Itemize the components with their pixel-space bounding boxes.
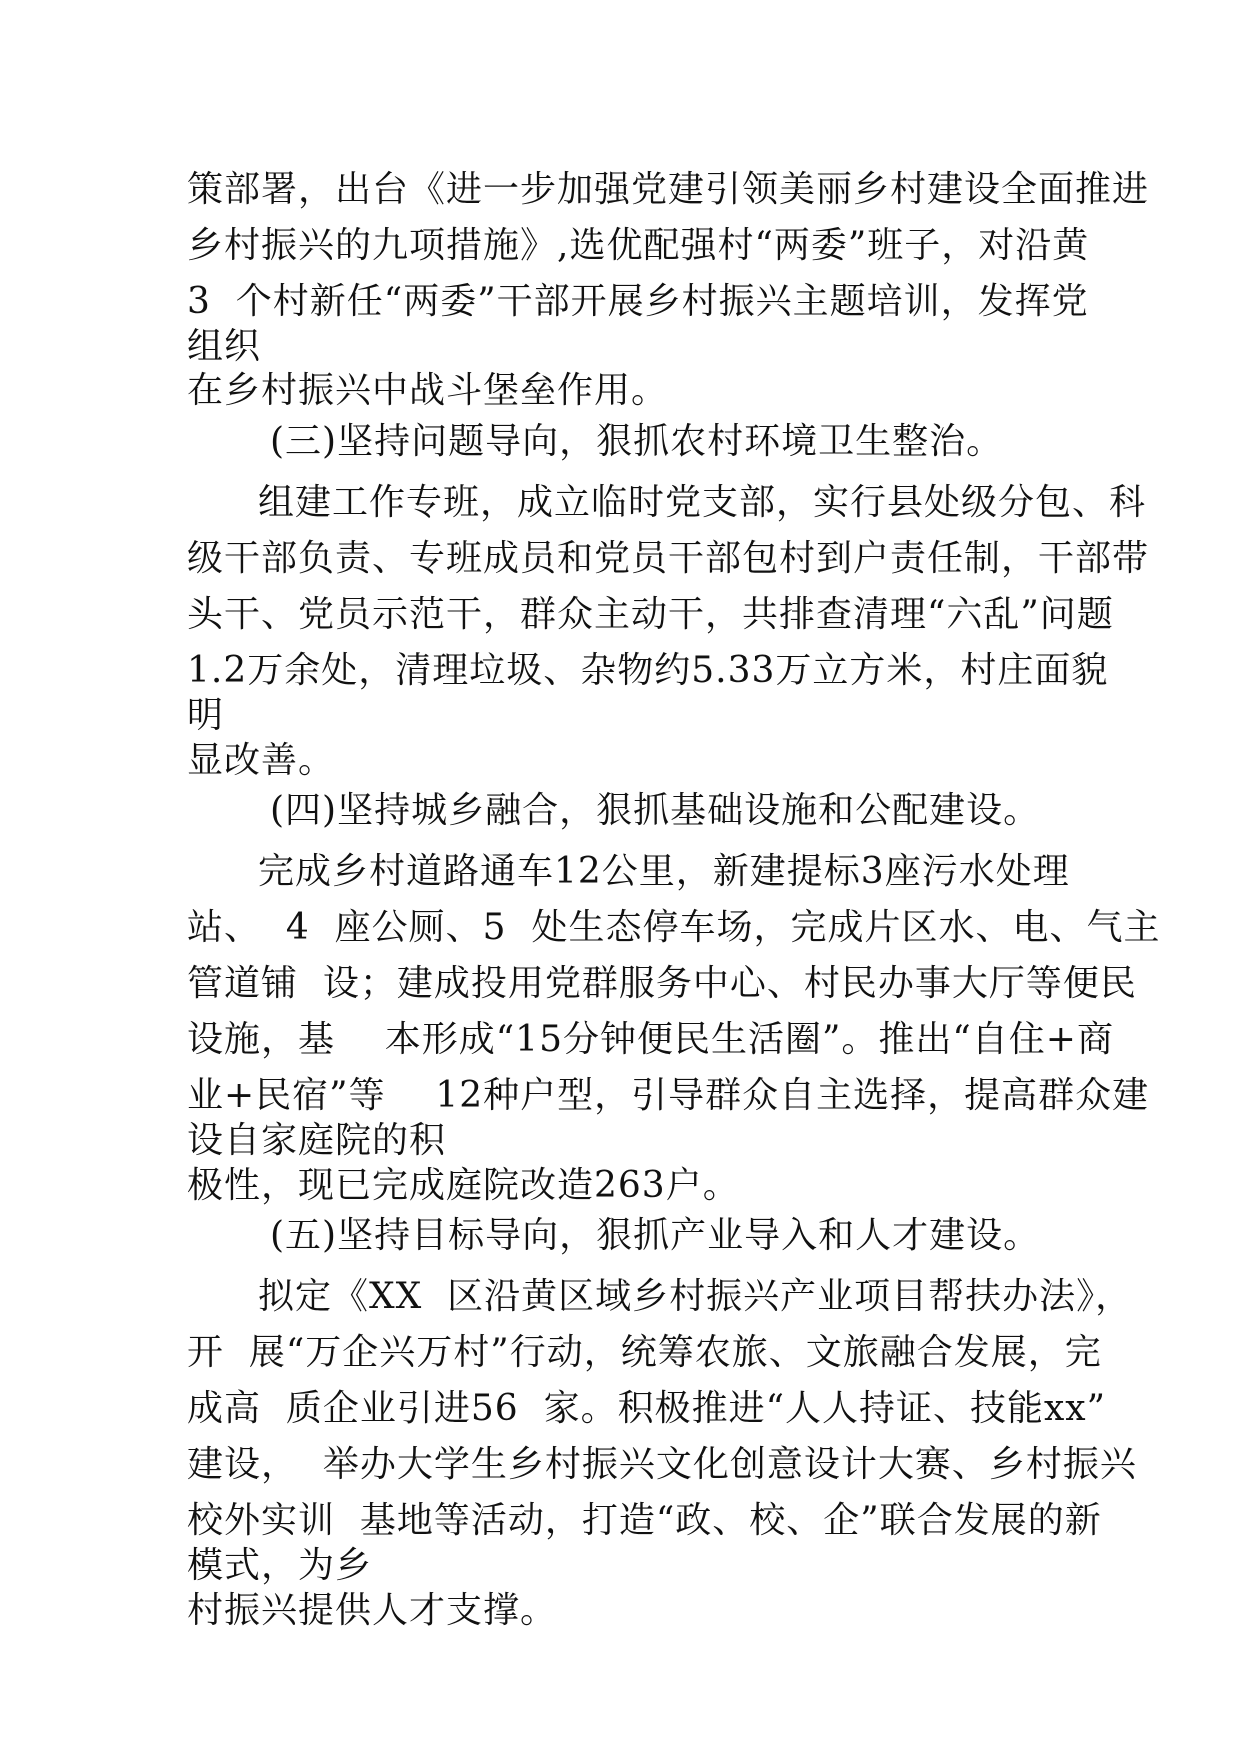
text-line: 组建工作专班，成立临时党支部，实行县处级分包、科	[258, 482, 1147, 523]
text-line: 组织	[187, 326, 262, 367]
text-line: 成高 质企业引进56 家。积极推进“人人持证、技能xx”	[187, 1388, 1106, 1429]
text-line: 乡村振兴的九项措施》,选优配强村“两委”班子，对沿黄	[187, 225, 1090, 266]
section-heading-3: (三)坚持问题导向，狠抓农村环境卫生整治。	[270, 421, 1004, 462]
text-line: 村振兴提供人才支撑。	[187, 1590, 558, 1631]
text-line: 完成乡村道路通车12公里，新建提标3座污水处理	[258, 851, 1070, 892]
text-line: 模式，为乡	[187, 1545, 373, 1586]
text-line: 级干部负责、专班成员和党员干部包村到户责任制，干部带	[187, 538, 1150, 579]
text-line: 站、 4 座公厕、5 处生态停车场，完成片区水、电、气主	[187, 907, 1161, 948]
text-line: 3 个村新任“两委”干部开展乡村振兴主题培训，发挥党	[187, 281, 1089, 322]
text-line: 在乡村振兴中战斗堡垒作用。	[187, 370, 669, 411]
text-line: 策部署，出台《进一步加强党建引领美丽乡村建设全面推进	[187, 169, 1150, 210]
text-line: 设自家庭院的积	[187, 1120, 447, 1161]
text-line: 业+民宿”等 12种户型，引导群众自主选择，提高群众建	[187, 1075, 1150, 1116]
text-line: 管道铺 设；建成投用党群服务中心、村民办事大厅等便民	[187, 963, 1137, 1004]
text-line: 明	[187, 695, 225, 736]
text-line: 极性，现已完成庭院改造263户。	[187, 1165, 740, 1206]
text-line: 设施，基 本形成“15分钟便民生活圈”。推出“自住+商	[187, 1019, 1114, 1060]
text-line: 拟定《XX 区沿黄区域乡村振兴产业项目帮扶办法》，	[258, 1276, 1133, 1317]
text-line: 建设， 举办大学生乡村振兴文化创意设计大赛、乡村振兴	[187, 1444, 1137, 1485]
text-line: 头干、党员示范干，群众主动干，共排查清理“六乱”问题	[187, 594, 1114, 635]
text-line: 开 展“万企兴万村”行动，统筹农旅、文旅融合发展，完	[187, 1332, 1102, 1373]
text-line: 1.2万余处，清理垃圾、杂物约5.33万立方米，村庄面貌	[187, 650, 1109, 691]
text-line: 校外实训 基地等活动，打造“政、校、企”联合发展的新	[187, 1500, 1102, 1541]
section-heading-4: (四)坚持城乡融合，狠抓基础设施和公配建设。	[270, 790, 1041, 831]
section-heading-5: (五)坚持目标导向，狠抓产业导入和人才建设。	[270, 1215, 1041, 1256]
text-line: 显改善。	[187, 740, 336, 781]
